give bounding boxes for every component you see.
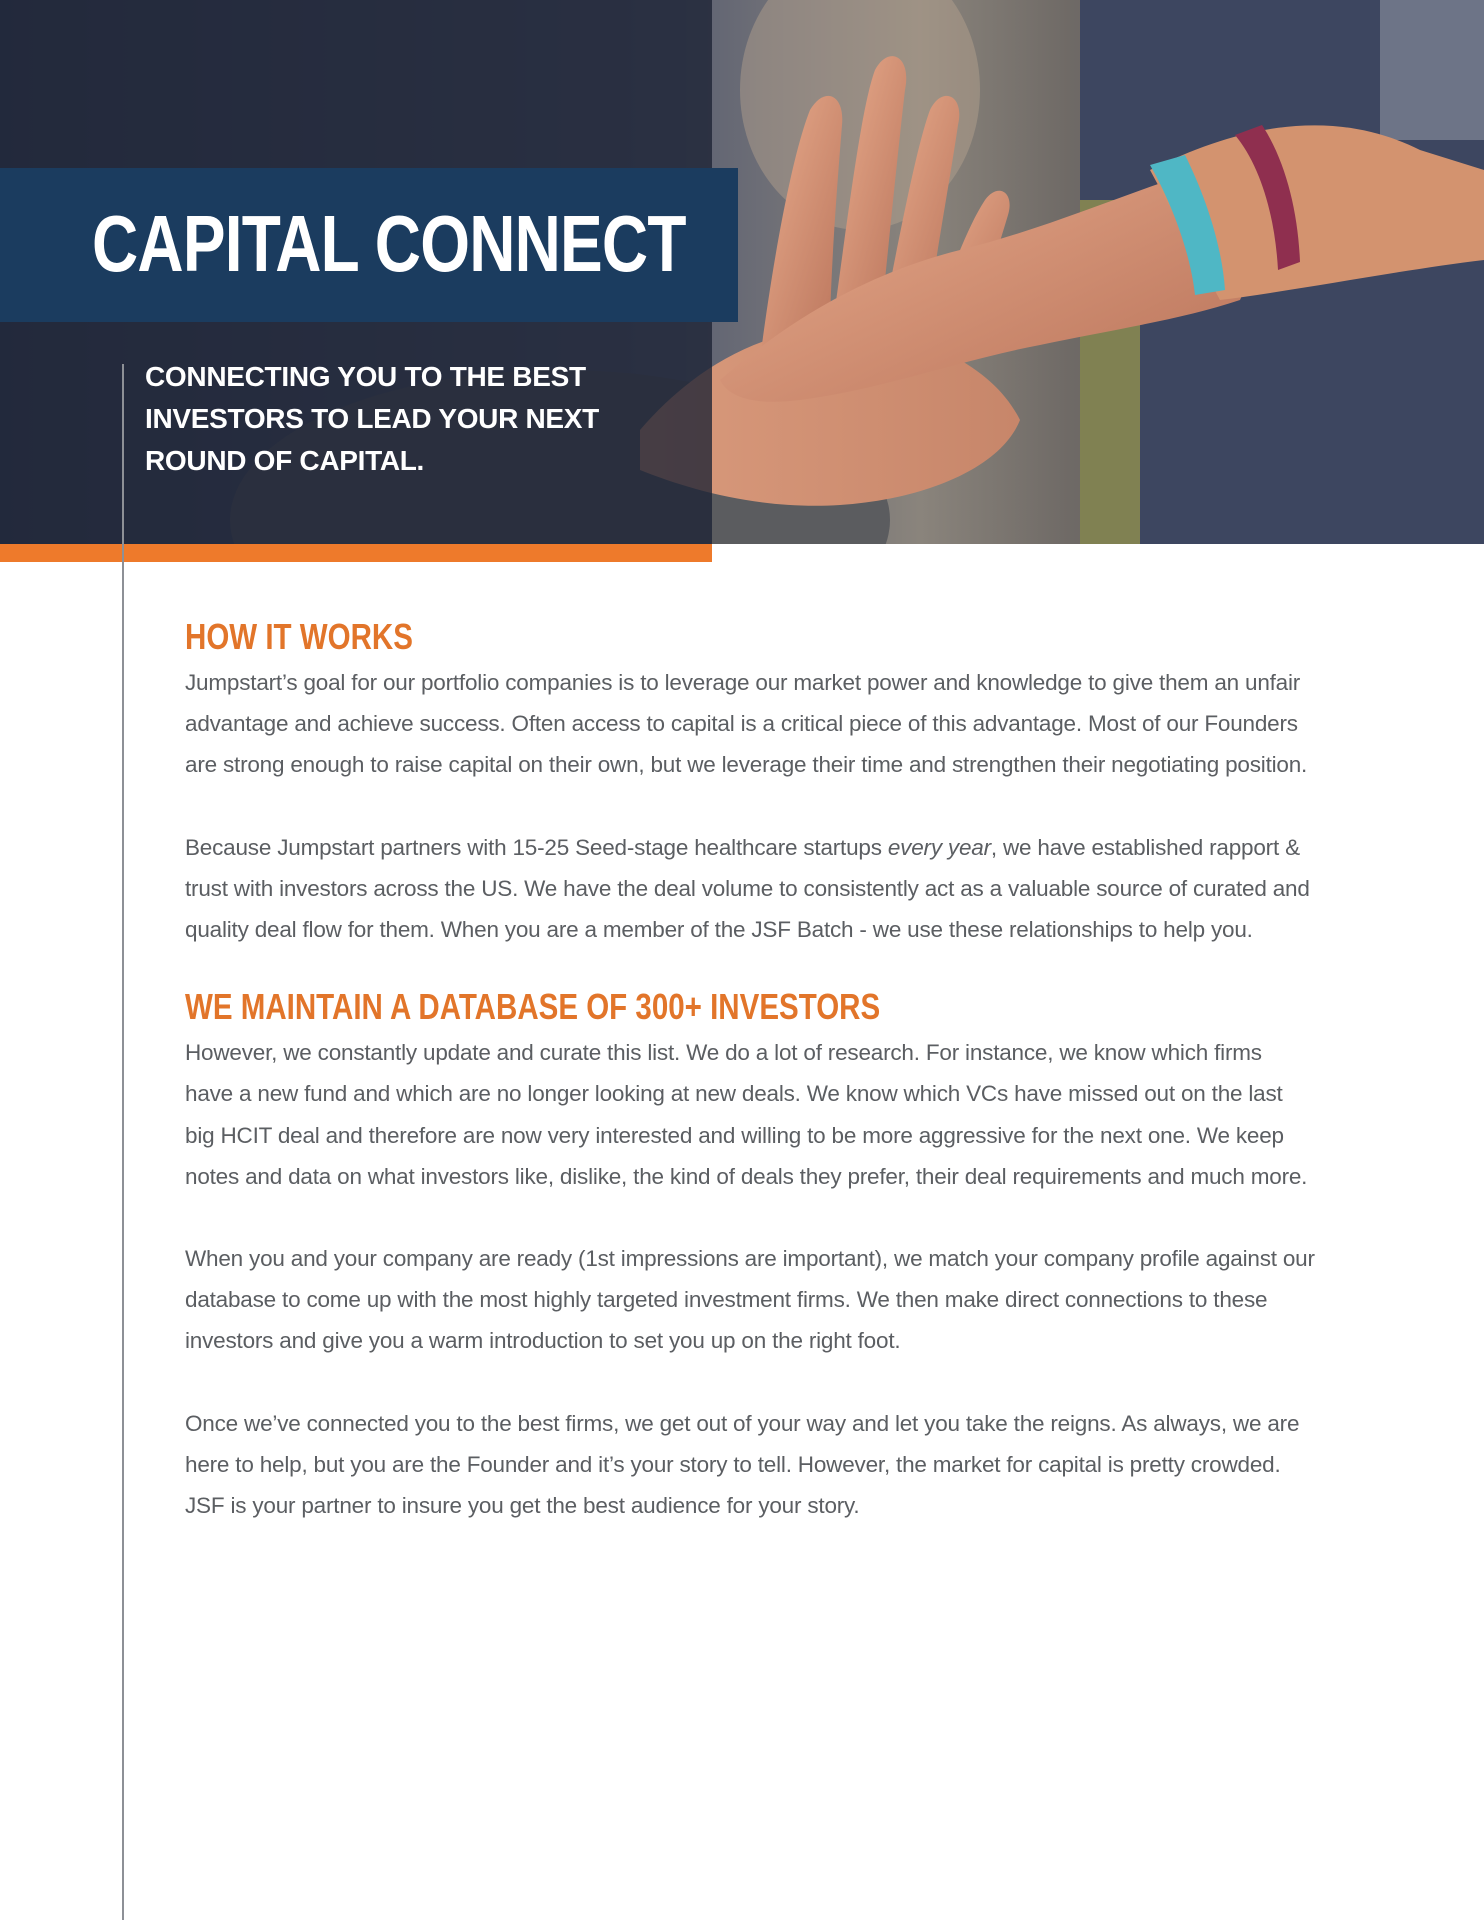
hero-banner xyxy=(0,0,1484,544)
vertical-divider xyxy=(122,364,124,1920)
database-heading: WE MAINTAIN A DATABASE OF 300+ INVESTORS xyxy=(185,986,881,1028)
how-it-works-paragraph-1: Jumpstart’s goal for our portfolio companies is to leverage our market power and knowledge to give them an unfair advantage and achieve success. Often access to capital is a critical piece of this advantage. Most of our Founders are strong enough to raise capital on their own, but we leverage their time and strengthen their negotiating position. xyxy=(185,670,1308,778)
database-paragraph-3: Once we’ve connected you to the best firms, we get out of your way and let you take the reigns. As always, we are here to help, but you are the Founder and it’s your story to tell. However, the market for capital is pretty crowded. JSF is your partner to insure you get the best audience for your story. xyxy=(185,1410,1300,1519)
title-band xyxy=(0,168,738,322)
database-paragraph-2: When you and your company are ready (1st impressions are important), we match your company profile against our database to come up with the most highly targeted investment firms. We then make direct connections to these investors and give you a warm introduction to set you up on the right foot. xyxy=(185,1246,1315,1354)
how-it-works-paragraph-2 xyxy=(185,827,1315,951)
hero-tagline: CONNECTING YOU TO THE BEST INVESTORS TO LEAD YOUR NEXT ROUND OF CAPITAL. xyxy=(145,361,599,476)
paragraph-2-end: , we have established rapport & trust with investors across the US. We have the deal volume to consistently act as a valuable source of curated and quality deal flow for them. When you are a member of the JSF Batch - we use these relationships to help you. xyxy=(185,834,1310,943)
main-content xyxy=(185,612,1315,1526)
paragraph-2-start: Because Jumpstart partners with 15-25 Seed-stage healthcare startups xyxy=(185,834,888,860)
paragraph-2-emphasis: every year xyxy=(887,834,991,860)
page-title: CAPITAL CONNECT xyxy=(92,199,686,288)
how-it-works-heading: HOW IT WORKS xyxy=(185,616,413,657)
database-paragraph-1: However, we constantly update and curate this list. We do a lot of research. For instance, we know which firms have a new fund and which are no longer looking at new deals. We know which VCs have missed out on the last big HCIT deal and therefore are now very interested and willing to be more aggressive for the next one. We keep notes and data on what investors like, dislike, the kind of deals they prefer, their deal requirements and much more. xyxy=(185,1040,1308,1189)
accent-bar xyxy=(0,544,712,562)
